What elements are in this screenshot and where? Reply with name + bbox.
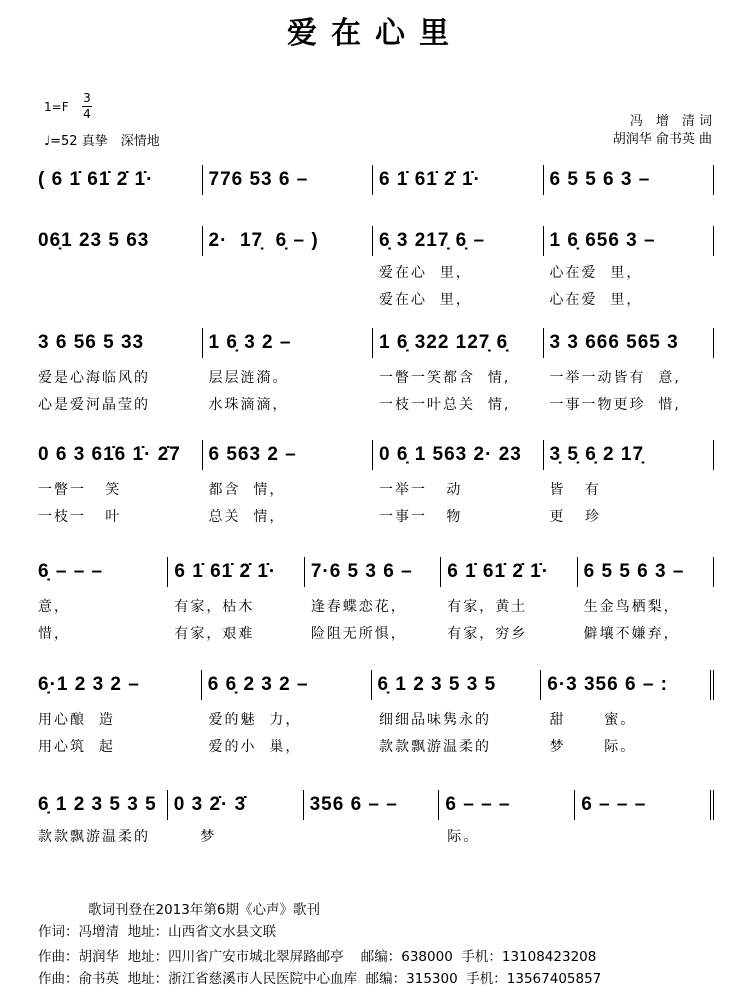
measure: 6 5 5 6 3 –	[544, 165, 715, 195]
lyric-segment: 逢春蝶恋花，	[310, 599, 407, 615]
measure: 6 1̇ 61̇ 2̇ 1̇·	[441, 557, 577, 587]
measure: 1 6̣ 656 3 –	[544, 226, 715, 256]
lyric-segment: 有家，枯木	[174, 599, 255, 615]
measure: 7·6 5 3 6 –	[305, 557, 441, 587]
composer-credit: 胡润华 俞书英 曲	[612, 132, 712, 147]
measure: 6̣·1 2 3 2 –	[32, 670, 202, 700]
staff-system	[32, 790, 714, 820]
lyric-segment: 更 珍	[549, 509, 601, 525]
measure: 3 3 666 565 3	[544, 328, 715, 358]
lyric-segment: 总关 情，	[208, 509, 286, 525]
lyric-line	[32, 394, 714, 414]
lyric-line	[32, 826, 714, 846]
lyric-segment: 一枝一 叶	[38, 509, 122, 525]
lyric-segment	[578, 826, 714, 846]
lyric-line	[32, 506, 714, 526]
lyric-line	[32, 709, 714, 729]
lyric-segment: 生金鸟栖梨，	[583, 599, 680, 615]
lyric-segment: 僻壤不嫌弃，	[583, 626, 680, 642]
measure: 3 6 56 5 33	[32, 328, 203, 358]
measure: 776 53 6 –	[203, 165, 374, 195]
lyric-segment: 心在爱 里，	[549, 292, 643, 308]
measure: 6 1̇ 61̇ 2̇ 1̇·	[373, 165, 544, 195]
lyric-segment: 心是爱河晶莹的	[38, 397, 150, 413]
measure: 6 – – –	[439, 790, 575, 820]
lyric-segment: 险阻无所惧，	[310, 626, 407, 642]
staff-system	[32, 670, 714, 700]
measure: 6 5 5 6 3 –	[578, 557, 714, 587]
publication-note: 歌词刊登在2013年第6期《心声》歌刊	[88, 902, 320, 918]
lyric-segment: 有家，艰难	[174, 626, 255, 642]
lyric-segment: 款款飘游温柔的	[379, 739, 491, 755]
lyric-segment: 爱在心 里，	[379, 292, 472, 308]
measure: 0 6 3 61̇6 1̇· 2̇7	[32, 440, 203, 470]
lyric-segment	[32, 289, 203, 309]
lyric-segment: 都含 情，	[208, 482, 286, 498]
measure: 3̣ 5̣ 6̣ 2 17̣	[544, 440, 715, 470]
lyric-segment: 一事一 物	[379, 509, 463, 525]
lyricist-credit: 冯 增 清 词	[629, 114, 712, 129]
lyric-segment	[305, 826, 441, 846]
lyric-segment: 爱是心海临风的	[38, 370, 150, 386]
composer-info-1: 作曲：胡润华 地址：四川省广安市城北翠屏路邮亭 邮编：638000 手机：13108423208	[38, 949, 597, 965]
time-signature	[82, 92, 92, 121]
measure: 6̣ 3 217̣ 6̣ –	[373, 226, 544, 256]
lyric-line	[32, 479, 714, 499]
lyric-segment: 梦	[174, 829, 217, 845]
lyricist-info: 作词：冯增清 地址：山西省文水县文联	[38, 924, 277, 940]
lyric-segment: 际。	[447, 829, 480, 845]
lyric-segment: 有家，黄土	[447, 599, 528, 615]
lyric-segment: 爱的魅 力，	[208, 712, 302, 728]
lyric-segment: 梦 际。	[549, 739, 637, 755]
lyric-segment: 心在爱 里，	[549, 265, 643, 281]
measure: 06̣1 23 5 63	[32, 226, 203, 256]
lyric-segment: 用心酿 造	[38, 712, 115, 728]
lyric-line	[32, 736, 714, 756]
staff-system	[32, 328, 714, 358]
lyric-line	[32, 623, 714, 643]
measure: 6 – – –	[575, 790, 714, 820]
measure: 6 563 2 –	[203, 440, 374, 470]
key-signature: 1=F	[44, 100, 69, 114]
song-title: 爱在心里	[287, 16, 463, 51]
measure: 0 3 2̇· 3̇	[168, 790, 304, 820]
measure: 6 6̣ 2 3 2 –	[202, 670, 372, 700]
lyric-segment	[203, 262, 374, 282]
lyric-segment: 皆 有	[549, 482, 601, 498]
lyric-segment	[32, 262, 203, 282]
staff-system	[32, 165, 714, 195]
measure: 356 6 – –	[304, 790, 440, 820]
credits	[613, 113, 712, 149]
measure: 6̣ 1 2 3 5 3 5	[32, 790, 168, 820]
lyric-line	[32, 262, 714, 282]
lyric-segment: 一举一动皆有 意,	[549, 370, 681, 386]
measure: ( 6 1̇ 61̇ 2̇ 1̇·	[32, 165, 203, 195]
lyric-segment: 甜 蜜。	[549, 712, 637, 728]
lyric-segment: 水珠滴滴，	[208, 397, 289, 413]
measure: 6̣ 1 2 3 5 3 5	[372, 670, 542, 700]
measure: 2· 17̣ 6̣ – )	[203, 226, 374, 256]
lyric-segment: 细细品味隽永的	[379, 712, 491, 728]
lyric-segment: 爱在心 里，	[379, 265, 472, 281]
staff-system	[32, 226, 714, 256]
lyric-segment: 一枝一叶总关 情,	[379, 397, 511, 413]
lyric-segment: 一举一 动	[379, 482, 463, 498]
lyric-segment: 层层涟漪。	[208, 370, 289, 386]
lyric-line	[32, 289, 714, 309]
time-signature-top: 3	[83, 91, 91, 105]
lyric-segment: 意，	[38, 599, 70, 615]
lyric-segment: 款款飘游温柔的	[38, 829, 150, 845]
lyric-line	[32, 367, 714, 387]
lyric-segment: 一事一物更珍 惜,	[549, 397, 681, 413]
composer-info-2: 作曲：俞书英 地址：浙江省慈溪市人民医院中心血库 邮编：315300 手机：13567405857	[38, 971, 602, 987]
measure: 0 6̣ 1 563 2· 23	[373, 440, 544, 470]
tempo-marking: ♩=52 真挚 深情地	[44, 134, 160, 149]
measure: 1 6̣ 322 127̣ 6̣	[373, 328, 544, 358]
measure: 6̣ – – –	[32, 557, 168, 587]
lyric-segment: 一瞥一笑都含 情,	[379, 370, 511, 386]
measure: 6 1̇ 61̇ 2̇ 1̇·	[168, 557, 304, 587]
staff-system	[32, 557, 714, 587]
lyric-segment: 一瞥一 笑	[38, 482, 122, 498]
lyric-segment: 有家，穷乡	[447, 626, 528, 642]
lyric-segment: 惜，	[38, 626, 70, 642]
measure: 6·3 356 6 – :	[541, 670, 714, 700]
lyric-line	[32, 596, 714, 616]
staff-system	[32, 440, 714, 470]
lyric-segment	[203, 289, 374, 309]
measure: 1 6̣ 3 2 –	[203, 328, 374, 358]
lyric-segment: 用心筑 起	[38, 739, 115, 755]
time-signature-bottom: 4	[83, 107, 91, 121]
lyric-segment: 爱的小 巢，	[208, 739, 302, 755]
